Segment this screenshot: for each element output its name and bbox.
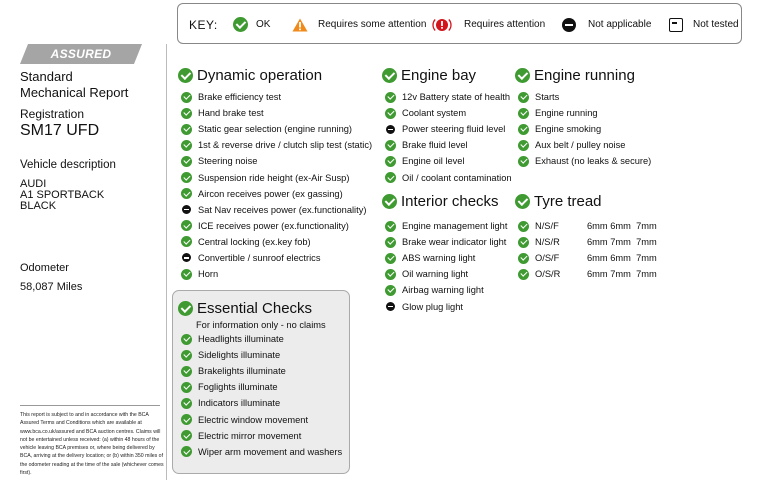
check-circle-icon bbox=[181, 382, 192, 393]
checklist-item bbox=[181, 121, 372, 137]
checklist-item bbox=[385, 298, 507, 314]
checklist-item-label: Oil / coolant contamination bbox=[402, 172, 512, 183]
checklist-item-label: 1st & reverse drive / clutch slip test (static) bbox=[198, 140, 373, 151]
checklist-item-label: Brake efficiency test bbox=[198, 92, 282, 103]
essential-checks-note: For information only - no claims bbox=[196, 320, 326, 330]
check-circle-icon bbox=[178, 301, 193, 316]
check-circle-icon bbox=[181, 172, 192, 183]
checklist-item-label: Engine smoking bbox=[535, 124, 602, 135]
checklist-item bbox=[385, 218, 507, 234]
check-circle-icon bbox=[385, 92, 396, 103]
checklist-item-label: Foglights illuminate bbox=[198, 382, 278, 393]
checklist-item bbox=[181, 105, 372, 121]
checklist-item bbox=[518, 89, 651, 105]
checklist-item-label: Airbag warning light bbox=[402, 285, 484, 296]
check-circle-icon bbox=[181, 269, 192, 280]
checklist-item-label: Suspension ride height (ex-Air Susp) bbox=[198, 172, 350, 183]
checklist-item-label: Power steering fluid level bbox=[402, 124, 506, 135]
tyre-depths: 6mm 7mm 7mm bbox=[587, 269, 657, 280]
checklist-item-label: Steering noise bbox=[198, 156, 258, 167]
key-not-applicable: Not applicable bbox=[562, 4, 651, 45]
checklist-item-label: Sat Nav receives power (ex.functionality) bbox=[198, 204, 367, 215]
engine-running-title: Engine running bbox=[515, 67, 635, 84]
check-circle-icon bbox=[515, 194, 530, 209]
tyre-position: O/S/R bbox=[535, 269, 561, 280]
checklist-item bbox=[385, 105, 512, 121]
minus-circle-icon bbox=[182, 253, 191, 262]
check-circle-icon bbox=[385, 253, 396, 264]
check-circle-icon bbox=[385, 269, 396, 280]
key-ok: OK bbox=[233, 4, 270, 45]
check-circle-icon bbox=[181, 446, 192, 457]
alert-circle-icon bbox=[432, 17, 452, 33]
checklist-item-label: Engine management light bbox=[402, 221, 508, 232]
tyre-tread-list bbox=[518, 218, 657, 282]
check-circle-icon bbox=[181, 92, 192, 103]
dynamic-operation-title: Dynamic operation bbox=[178, 67, 322, 84]
check-circle-icon bbox=[181, 430, 192, 441]
check-circle-icon bbox=[181, 124, 192, 135]
registration-label: Registration bbox=[20, 107, 85, 121]
checklist-item-label: ICE receives power (ex.functionality) bbox=[198, 220, 349, 231]
checklist-item-label: Central locking (ex.key fob) bbox=[198, 236, 311, 247]
checklist-item-label: Coolant system bbox=[402, 108, 467, 119]
minus-circle-icon bbox=[386, 302, 395, 311]
check-circle-icon bbox=[385, 221, 396, 232]
checklist-item bbox=[181, 379, 342, 395]
checklist-item-label: Brake wear indicator light bbox=[402, 237, 507, 248]
check-circle-icon bbox=[181, 350, 192, 361]
check-circle-icon bbox=[518, 269, 529, 280]
checklist-item bbox=[385, 137, 512, 153]
checklist-item-label: Starts bbox=[535, 92, 560, 103]
check-circle-icon bbox=[181, 188, 192, 199]
checklist-item bbox=[385, 282, 507, 298]
checklist-item bbox=[181, 428, 342, 444]
check-circle-icon bbox=[518, 140, 529, 151]
checklist-item bbox=[181, 411, 342, 427]
check-circle-icon bbox=[382, 194, 397, 209]
check-circle-icon bbox=[181, 236, 192, 247]
report-title-line1: Standard bbox=[20, 69, 73, 84]
tyre-depths: 6mm 7mm 7mm bbox=[587, 237, 657, 248]
checklist-item-label: Electric window movement bbox=[198, 414, 309, 425]
check-circle-icon bbox=[518, 237, 529, 248]
tyre-depths: 6mm 6mm 7mm bbox=[587, 221, 657, 232]
tyre-position: N/S/F bbox=[535, 221, 559, 232]
odometer-label: Odometer bbox=[20, 262, 69, 274]
checklist-item bbox=[181, 347, 342, 363]
check-circle-icon bbox=[515, 68, 530, 83]
checklist-item-label: Aircon receives power (ex gassing) bbox=[198, 188, 343, 199]
checklist-item-label: Electric mirror movement bbox=[198, 430, 302, 441]
checklist-item bbox=[181, 266, 372, 282]
key-some-attention: Requires some attention bbox=[292, 4, 426, 45]
checklist-item bbox=[518, 234, 657, 250]
checklist-item-label: Exhaust (no leaks & secure) bbox=[535, 156, 652, 167]
checklist-item-label: Headlights illuminate bbox=[198, 334, 284, 345]
checklist-item-label: Wiper arm movement and washers bbox=[198, 446, 343, 457]
checklist-item-label: Engine oil level bbox=[402, 156, 465, 167]
checklist-item-label: Convertible / sunroof electrics bbox=[198, 252, 321, 263]
vehicle-model: A1 SPORTBACK bbox=[20, 189, 105, 201]
odometer-value: 58,087 Miles bbox=[20, 281, 83, 293]
warning-triangle-icon bbox=[292, 18, 308, 32]
checklist-item bbox=[385, 89, 512, 105]
minus-circle-icon bbox=[562, 18, 576, 32]
minus-circle-icon bbox=[386, 125, 395, 134]
dynamic-operation-list bbox=[181, 89, 372, 282]
checklist-item-label: Brake fluid level bbox=[402, 140, 468, 151]
check-circle-icon bbox=[233, 17, 248, 32]
checklist-item bbox=[181, 331, 342, 347]
vertical-divider bbox=[166, 44, 167, 480]
essential-checks-title: Essential Checks bbox=[178, 300, 312, 317]
checklist-item bbox=[181, 444, 342, 460]
assured-badge: ASSURED bbox=[20, 44, 142, 64]
checklist-item bbox=[181, 234, 372, 250]
checklist-item-label: 12v Battery state of health bbox=[402, 92, 511, 103]
vehicle-make: AUDI bbox=[20, 178, 47, 190]
disclaimer-divider bbox=[20, 405, 160, 406]
check-circle-icon bbox=[181, 334, 192, 345]
checklist-item bbox=[518, 121, 651, 137]
check-circle-icon bbox=[181, 156, 192, 167]
checklist-item bbox=[181, 250, 372, 266]
check-circle-icon bbox=[385, 108, 396, 119]
check-circle-icon bbox=[385, 140, 396, 151]
checklist-item bbox=[518, 153, 651, 169]
interior-checks-list bbox=[385, 218, 507, 315]
checklist-item-label: Engine running bbox=[535, 108, 598, 119]
check-circle-icon bbox=[181, 398, 192, 409]
tyre-position: N/S/R bbox=[535, 237, 560, 248]
check-circle-icon bbox=[518, 156, 529, 167]
checklist-item bbox=[518, 218, 657, 234]
checklist-item bbox=[518, 105, 651, 121]
checklist-item bbox=[385, 121, 512, 137]
check-circle-icon bbox=[181, 414, 192, 425]
check-circle-icon bbox=[385, 172, 396, 183]
checklist-item bbox=[181, 202, 372, 218]
registration-value: SM17 UFD bbox=[20, 122, 100, 139]
check-circle-icon bbox=[518, 221, 529, 232]
check-circle-icon bbox=[518, 253, 529, 264]
minus-square-icon bbox=[669, 18, 683, 32]
report-title-line2: Mechanical Report bbox=[20, 85, 129, 100]
engine-bay-list bbox=[385, 89, 512, 186]
checklist-item-label: ABS warning light bbox=[402, 253, 476, 264]
checklist-item bbox=[385, 266, 507, 282]
check-circle-icon bbox=[178, 68, 193, 83]
checklist-item-label: Sidelights illuminate bbox=[198, 350, 281, 361]
minus-circle-icon bbox=[182, 205, 191, 214]
check-circle-icon bbox=[181, 140, 192, 151]
checklist-item bbox=[181, 363, 342, 379]
engine-running-list bbox=[518, 89, 651, 169]
checklist-item bbox=[181, 395, 342, 411]
checklist-item bbox=[385, 169, 512, 185]
essential-checks-list bbox=[181, 331, 342, 460]
tyre-tread-title: Tyre tread bbox=[515, 193, 602, 210]
checklist-item-label: Brakelights illuminate bbox=[198, 366, 286, 377]
status-key bbox=[177, 3, 742, 44]
check-circle-icon bbox=[181, 108, 192, 119]
checklist-item-label: Indicators illuminate bbox=[198, 398, 281, 409]
checklist-item-label: Aux belt / pulley noise bbox=[535, 140, 626, 151]
check-circle-icon bbox=[382, 68, 397, 83]
check-circle-icon bbox=[181, 366, 192, 377]
checklist-item-label: Oil warning light bbox=[402, 269, 469, 280]
check-circle-icon bbox=[181, 220, 192, 231]
key-attention: Requires attention bbox=[432, 4, 545, 45]
interior-checks-title: Interior checks bbox=[382, 193, 499, 210]
vehicle-colour: BLACK bbox=[20, 200, 57, 212]
checklist-item bbox=[385, 153, 512, 169]
check-circle-icon bbox=[385, 156, 396, 167]
checklist-item-label: Horn bbox=[198, 269, 219, 280]
checklist-item bbox=[518, 266, 657, 282]
checklist-item bbox=[385, 250, 507, 266]
key-not-tested: Not tested bbox=[669, 4, 739, 45]
disclaimer-text: This report is subject to and in accordance with the BCA Assured Terms and Conditions which are available at www.bca.co.uk/assured and BCA auction centres. Claims will not be entertained unless received: (a) within 48 hours of the vehicle leaving BCA premises or, where being delivered by BCA, arriving at the delivery location; or (b) within 350 miles of the odometer reading at the time of the sale (whichever comes first). bbox=[20, 412, 164, 477]
checklist-item-label: Glow plug light bbox=[402, 301, 463, 312]
checklist-item bbox=[181, 186, 372, 202]
checklist-item bbox=[181, 169, 372, 185]
vehicle-description-label: Vehicle description bbox=[20, 159, 116, 171]
checklist-item bbox=[181, 153, 372, 169]
tyre-position: O/S/F bbox=[535, 253, 560, 264]
checklist-item bbox=[518, 137, 651, 153]
checklist-item-label: Hand brake test bbox=[198, 108, 264, 119]
checklist-item bbox=[385, 234, 507, 250]
tyre-depths: 6mm 6mm 7mm bbox=[587, 253, 657, 264]
check-circle-icon bbox=[518, 92, 529, 103]
checklist-item-label: Static gear selection (engine running) bbox=[198, 124, 353, 135]
key-title: KEY: bbox=[189, 17, 218, 32]
check-circle-icon bbox=[518, 124, 529, 135]
checklist-item bbox=[181, 137, 372, 153]
check-circle-icon bbox=[385, 237, 396, 248]
checklist-item bbox=[181, 89, 372, 105]
check-circle-icon bbox=[385, 285, 396, 296]
check-circle-icon bbox=[518, 108, 529, 119]
checklist-item bbox=[518, 250, 657, 266]
engine-bay-title: Engine bay bbox=[382, 67, 476, 84]
checklist-item bbox=[181, 218, 372, 234]
